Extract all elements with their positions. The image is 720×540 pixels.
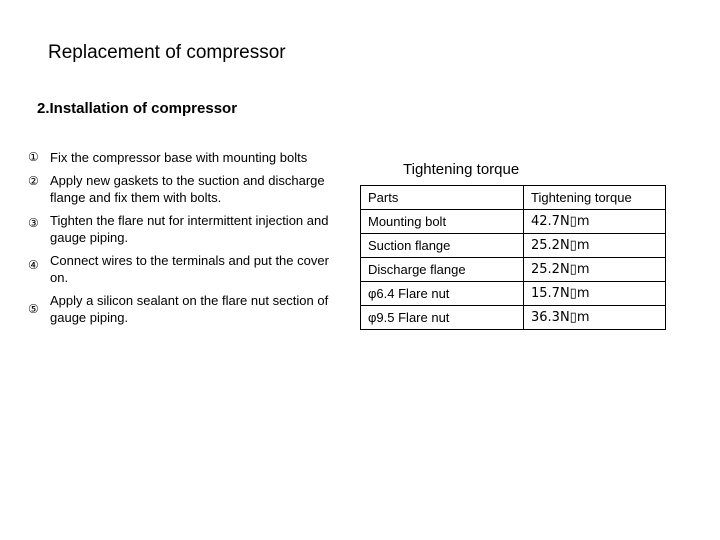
part-cell: φ9.5 Flare nut: [361, 306, 524, 330]
section-heading: 2.Installation of compressor: [37, 100, 238, 117]
torque-cell: 25.2N▯m: [524, 234, 666, 258]
part-cell: Suction flange: [361, 234, 524, 258]
step-3: Tighten the flare nut for intermittent injection and gauge piping.: [50, 213, 329, 245]
step-1: Fix the compressor base with mounting bolts: [50, 150, 308, 165]
page-title: Replacement of compressor: [48, 42, 286, 63]
step-marker-1: ①: [28, 150, 39, 164]
step-5: Apply a silicon sealant on the flare nut section of gauge piping.: [50, 293, 329, 325]
torque-cell: 36.3N▯m: [524, 306, 666, 330]
step-list: [50, 149, 335, 332]
table-row: [361, 282, 666, 306]
torque-cell: 42.7N▯m: [524, 210, 666, 234]
torque-table: [360, 185, 666, 330]
table-row: [361, 234, 666, 258]
step-marker-5: ⑤: [28, 302, 39, 316]
part-cell: Discharge flange: [361, 258, 524, 282]
part-cell: Mounting bolt: [361, 210, 524, 234]
step-marker-2: ②: [28, 174, 39, 188]
table-title: Tightening torque: [403, 161, 520, 178]
torque-cell: 15.7N▯m: [524, 282, 666, 306]
step-marker-4: ④: [28, 258, 39, 272]
step-2: Apply new gaskets to the suction and discharge flange and fix them with bolts.: [50, 173, 325, 205]
table-row: [361, 258, 666, 282]
part-cell: φ6.4 Flare nut: [361, 282, 524, 306]
step-4: Connect wires to the terminals and put the cover on.: [50, 253, 329, 285]
step-marker-3: ③: [28, 216, 39, 230]
torque-cell: 25.2N▯m: [524, 258, 666, 282]
table-row: [361, 306, 666, 330]
header-torque: Tightening torque: [524, 186, 666, 210]
header-parts: Parts: [361, 186, 524, 210]
table-row: [361, 210, 666, 234]
table-header-row: [361, 186, 666, 210]
